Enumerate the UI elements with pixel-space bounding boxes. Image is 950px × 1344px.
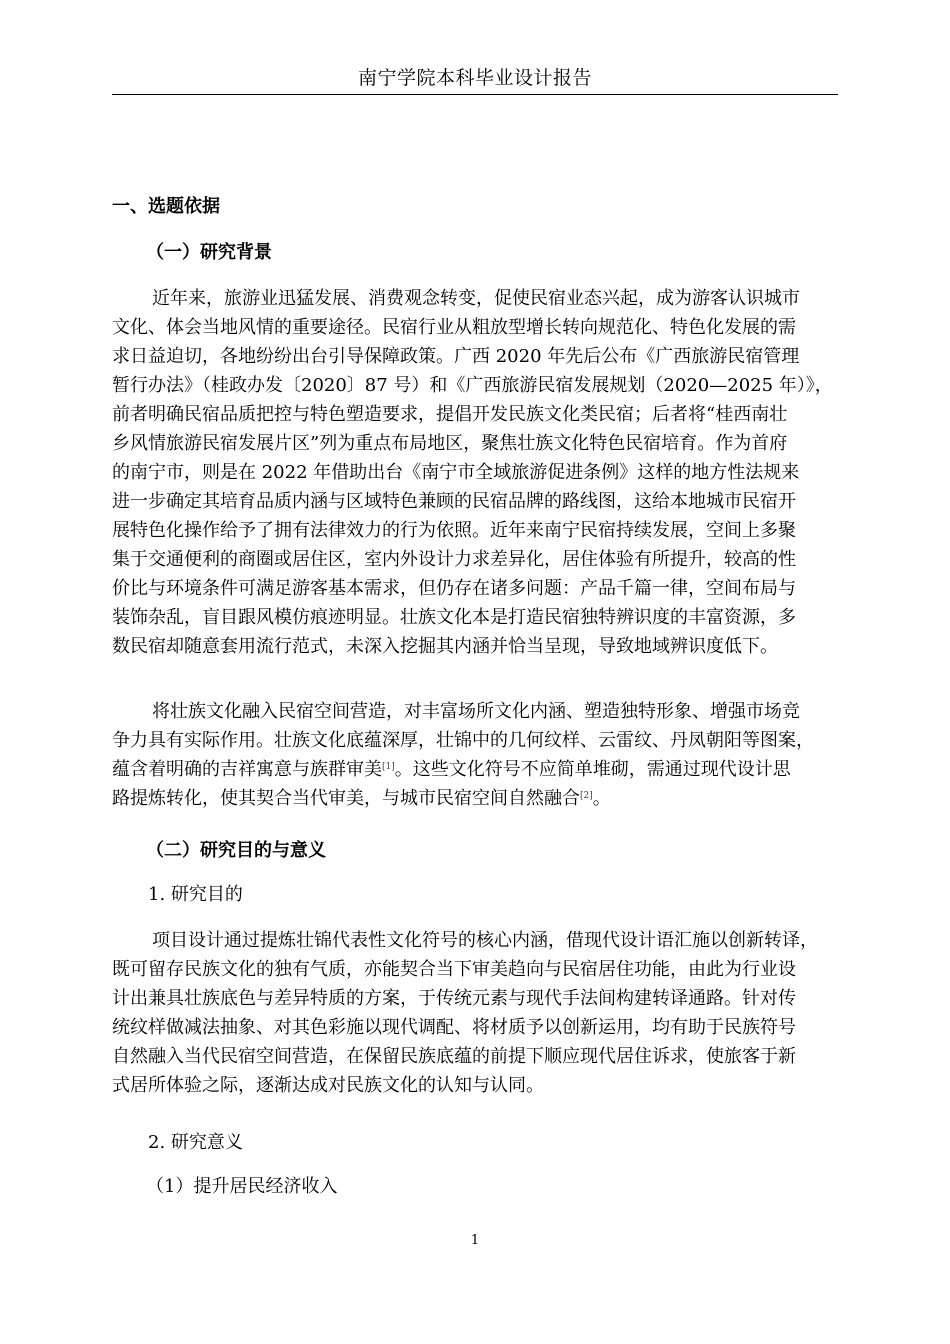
- text-line: 乡风情旅游民宿发展片区”列为重点布局地区，聚焦壮族文化特色民宿培育。作为首府: [112, 433, 788, 454]
- paragraph-research-purpose: [112, 926, 838, 1100]
- text-line: 文化、体会当地风情的重要途径。民宿行业从粗放型增长转向规范化、特色化发展的需: [112, 317, 796, 338]
- text-line: 前者明确民宿品质把控与特色塑造要求，提倡开发民族文化类民宿；后者将“桂西南壮: [112, 404, 788, 425]
- text-line: 既可留存民族文化的独有气质，亦能契合当下审美趋向与民宿居住功能，由此为行业设: [112, 959, 796, 980]
- text-line: 式居所体验之际，逐渐达成对民族文化的认知与认同。: [112, 1075, 544, 1096]
- text-line: 求日益迫切，各地纷纷出台引导保障政策。广西 2020 年先后公布《广西旅游民宿管理: [112, 346, 800, 367]
- page-number: 1: [470, 1233, 480, 1248]
- citation-ref-1[interactable]: [1]: [382, 762, 395, 772]
- text-line: 统纹样做减法抽象、对其色彩施以现代调配、将材质予以创新运用，均有助于民族符号: [112, 1017, 796, 1038]
- citation-ref-2[interactable]: [2]: [580, 791, 593, 801]
- text-line: 将壮族文化融入民宿空间营造，对丰富场所文化内涵、塑造独特形象、增强市场竞: [152, 701, 800, 722]
- text-segment: 路提炼转化，使其契合当代审美，与城市民宿空间自然融合: [112, 788, 580, 809]
- paragraph-zhuang-culture: [112, 697, 838, 813]
- section-heading-selection-basis: 一、选题依据: [112, 196, 220, 217]
- text-line: [112, 755, 838, 784]
- text-segment: 蕴含着明确的吉祥寓意与族群审美: [112, 759, 382, 780]
- subsection-heading-background: （一）研究背景: [146, 242, 272, 263]
- text-line: 价比与环境条件可满足游客基本需求，但仍存在诸多问题：产品千篇一律，空间布局与: [112, 578, 796, 599]
- text-line: 暂行办法》（桂政办发〔2020〕87 号）和《广西旅游民宿发展规划（2020—2025 年）》，: [112, 375, 833, 396]
- text-line: 进一步确定其培育品质内涵与区域特色兼顾的民宿品牌的路线图，这给本地城市民宿开: [112, 491, 796, 512]
- text-line: 数民宿却随意套用流行范式，未深入挖掘其内涵并恰当呈现，导致地域辨识度低下。: [112, 636, 778, 657]
- text-line: 展特色化操作给予了拥有法律效力的行为依照。近年来南宁民宿持续发展，空间上多聚: [112, 520, 796, 541]
- subheading-research-significance: 2. 研究意义: [148, 1132, 243, 1153]
- text-line: 的南宁市，则是在 2022 年借助出台《南宁市全域旅游促进条例》这样的地方性法规来: [112, 462, 800, 483]
- text-line: [112, 784, 838, 813]
- page-header-title: 南宁学院本科毕业设计报告: [357, 67, 592, 89]
- text-line: 自然融入当代民宿空间营造，在保留民族底蕴的前提下顺应现代居住诉求，使旅客于新: [112, 1046, 796, 1067]
- text-line: 装饰杂乱，盲目跟风模仿痕迹明显。壮族文化本是打造民宿独特辨识度的丰富资源，多: [112, 607, 796, 628]
- subheading-raise-income: （1）提升居民经济收入: [146, 1176, 338, 1197]
- text-line: 近年来，旅游业迅猛发展、消费观念转变，促使民宿业态兴起，成为游客认识城市: [152, 288, 800, 309]
- text-line: 计出兼具壮族底色与差异特质的方案，于传统元素与现代手法间构建转译通路。针对传: [112, 988, 796, 1009]
- subsection-heading-purpose-significance: （二）研究目的与意义: [146, 840, 326, 861]
- text-line: 项目设计通过提炼壮锦代表性文化符号的核心内涵，借现代设计语汇施以创新转译，: [152, 930, 818, 951]
- text-line: 集于交通便利的商圈或居住区，室内外设计力求差异化，居住体验有所提升，较高的性: [112, 549, 796, 570]
- header-divider: [112, 94, 838, 95]
- subheading-research-purpose: 1. 研究目的: [148, 884, 243, 905]
- text-segment: 。: [592, 788, 611, 809]
- text-line: 争力具有实际作用。壮族文化底蕴深厚，壮锦中的几何纹样、云雷纹、丹凤朝阳等图案，: [112, 730, 814, 751]
- text-segment: 。这些文化符号不应简单堆砌，需通过现代设计思: [394, 759, 791, 780]
- paragraph-background: [112, 284, 838, 661]
